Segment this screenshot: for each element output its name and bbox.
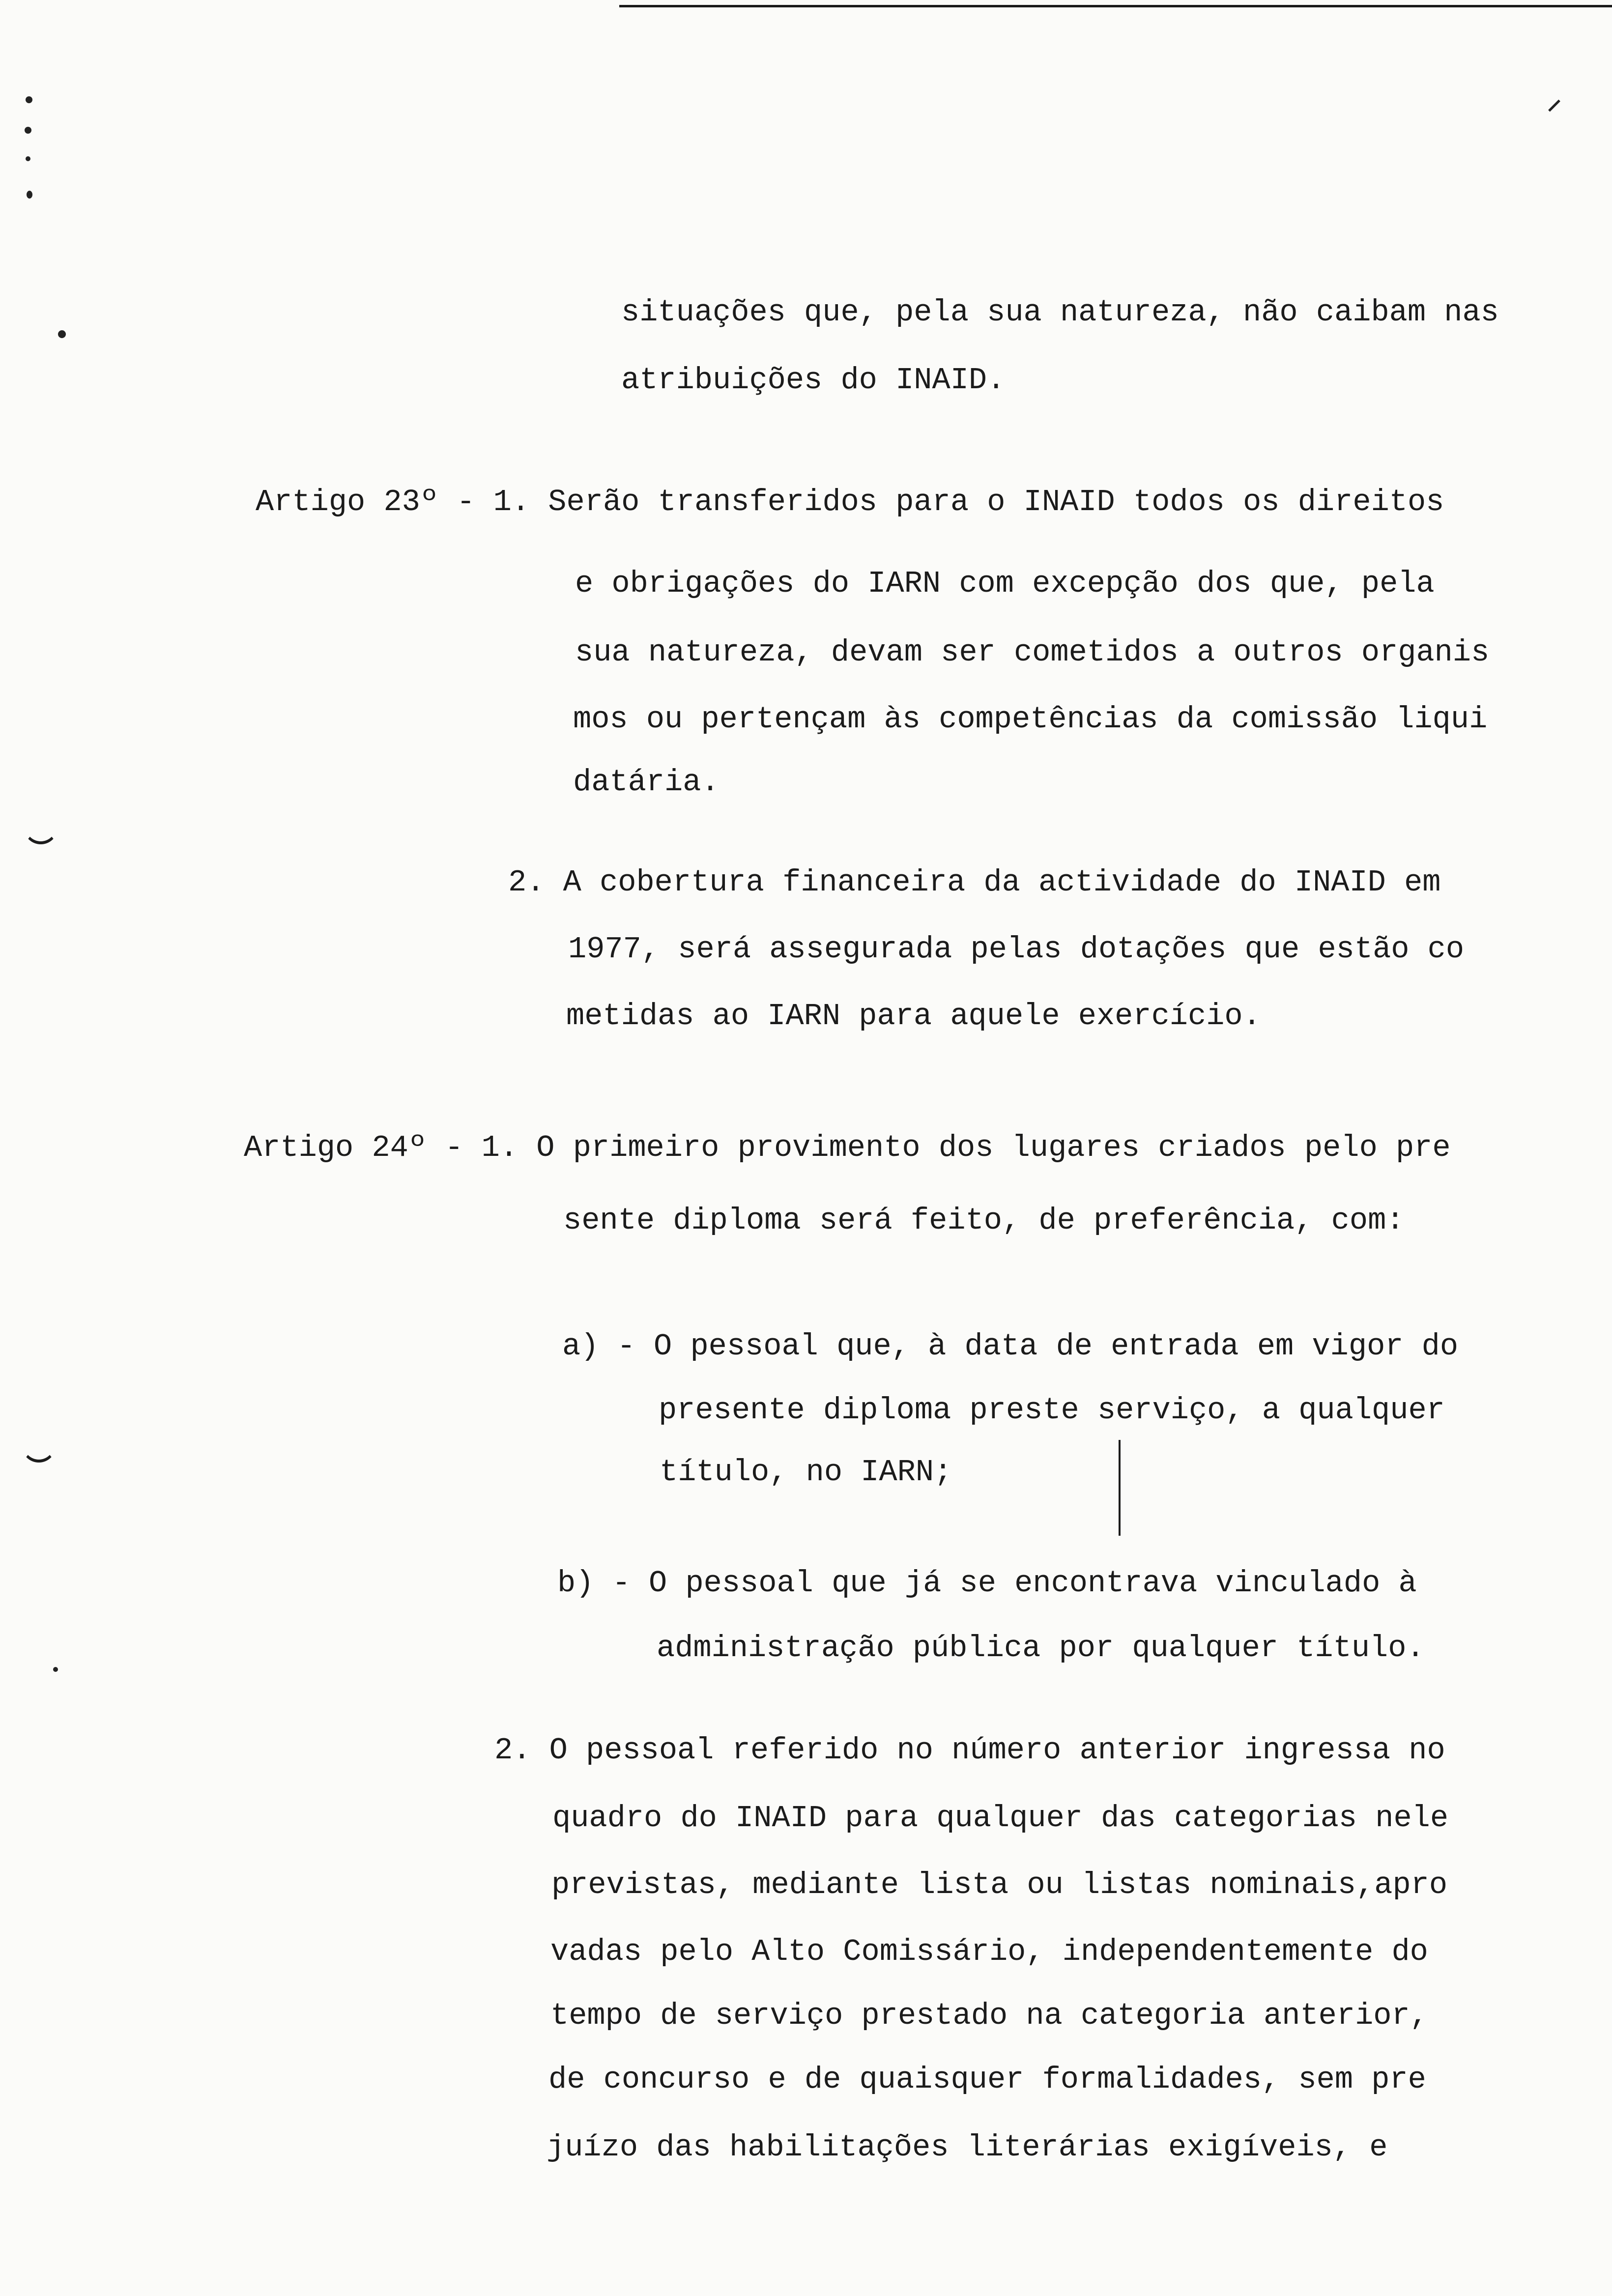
text-line: previstas, mediante lista ou listas nominais,apro [551, 1867, 1448, 1902]
article-24-item-2-line: 2. O pessoal referido no número anterior ingressa no [494, 1733, 1445, 1768]
text-line: de concurso e de quaisquer formalidades, sem pre [548, 2062, 1426, 2097]
text-line: sua natureza, devam ser cometidos a outros organis [575, 635, 1490, 670]
text-line: administração pública por qualquer título. [657, 1631, 1425, 1665]
text-line: atribuições do INAID. [621, 363, 1006, 398]
text-line: situações que, pela sua natureza, não caibam nas [621, 295, 1499, 330]
margin-mark-3 [26, 156, 30, 161]
margin-mark-4 [27, 191, 32, 199]
page-top-rule [619, 5, 1612, 7]
text-line: tempo de serviço prestado na categoria anterior, [550, 1998, 1428, 2033]
text-line: datária. [573, 765, 720, 800]
article-24-heading-line: Artigo 24º - 1. O primeiro provimento dos lugares criados pelo pre [244, 1130, 1451, 1165]
margin-check-mark-1 [24, 827, 58, 844]
text-line: juízo das habilitações literárias exigíveis, e [547, 2130, 1388, 2165]
list-item-a-line: a) - O pessoal que, à data de entrada em vigor do [562, 1329, 1459, 1364]
margin-vertical-line [1119, 1440, 1121, 1536]
text-line: 1977, será assegurada pelas dotações que estão co [568, 932, 1465, 967]
margin-mark-2 [25, 127, 31, 134]
list-item-b-line: b) - O pessoal que já se encontrava vinculado à [557, 1566, 1417, 1601]
text-line: sente diploma será feito, de preferência, com: [563, 1203, 1405, 1238]
article-23-item-2-line: 2. A cobertura financeira da actividade do INAID em [508, 865, 1441, 900]
margin-check-mark-2 [22, 1445, 56, 1463]
text-line: metidas ao IARN para aquele exercício. [566, 999, 1261, 1033]
margin-mark-1 [26, 96, 32, 103]
text-line: presente diploma preste serviço, a qualquer [659, 1393, 1445, 1428]
text-line: e obrigações do IARN com excepção dos que, pela [575, 566, 1435, 601]
text-line: vadas pelo Alto Comissário, independentemente do [550, 1934, 1428, 1969]
text-line: mos ou pertençam às competências da comissão liqui [573, 702, 1488, 737]
article-23-heading-line: Artigo 23º - 1. Serão transferidos para o INAID todos os direitos [256, 485, 1444, 519]
text-line: quadro do INAID para qualquer das categorias nele [552, 1801, 1449, 1836]
margin-mark-5 [58, 330, 66, 338]
margin-mark-6 [53, 1667, 58, 1672]
text-line: título, no IARN; [660, 1455, 952, 1490]
corner-tick-mark [1548, 100, 1560, 112]
